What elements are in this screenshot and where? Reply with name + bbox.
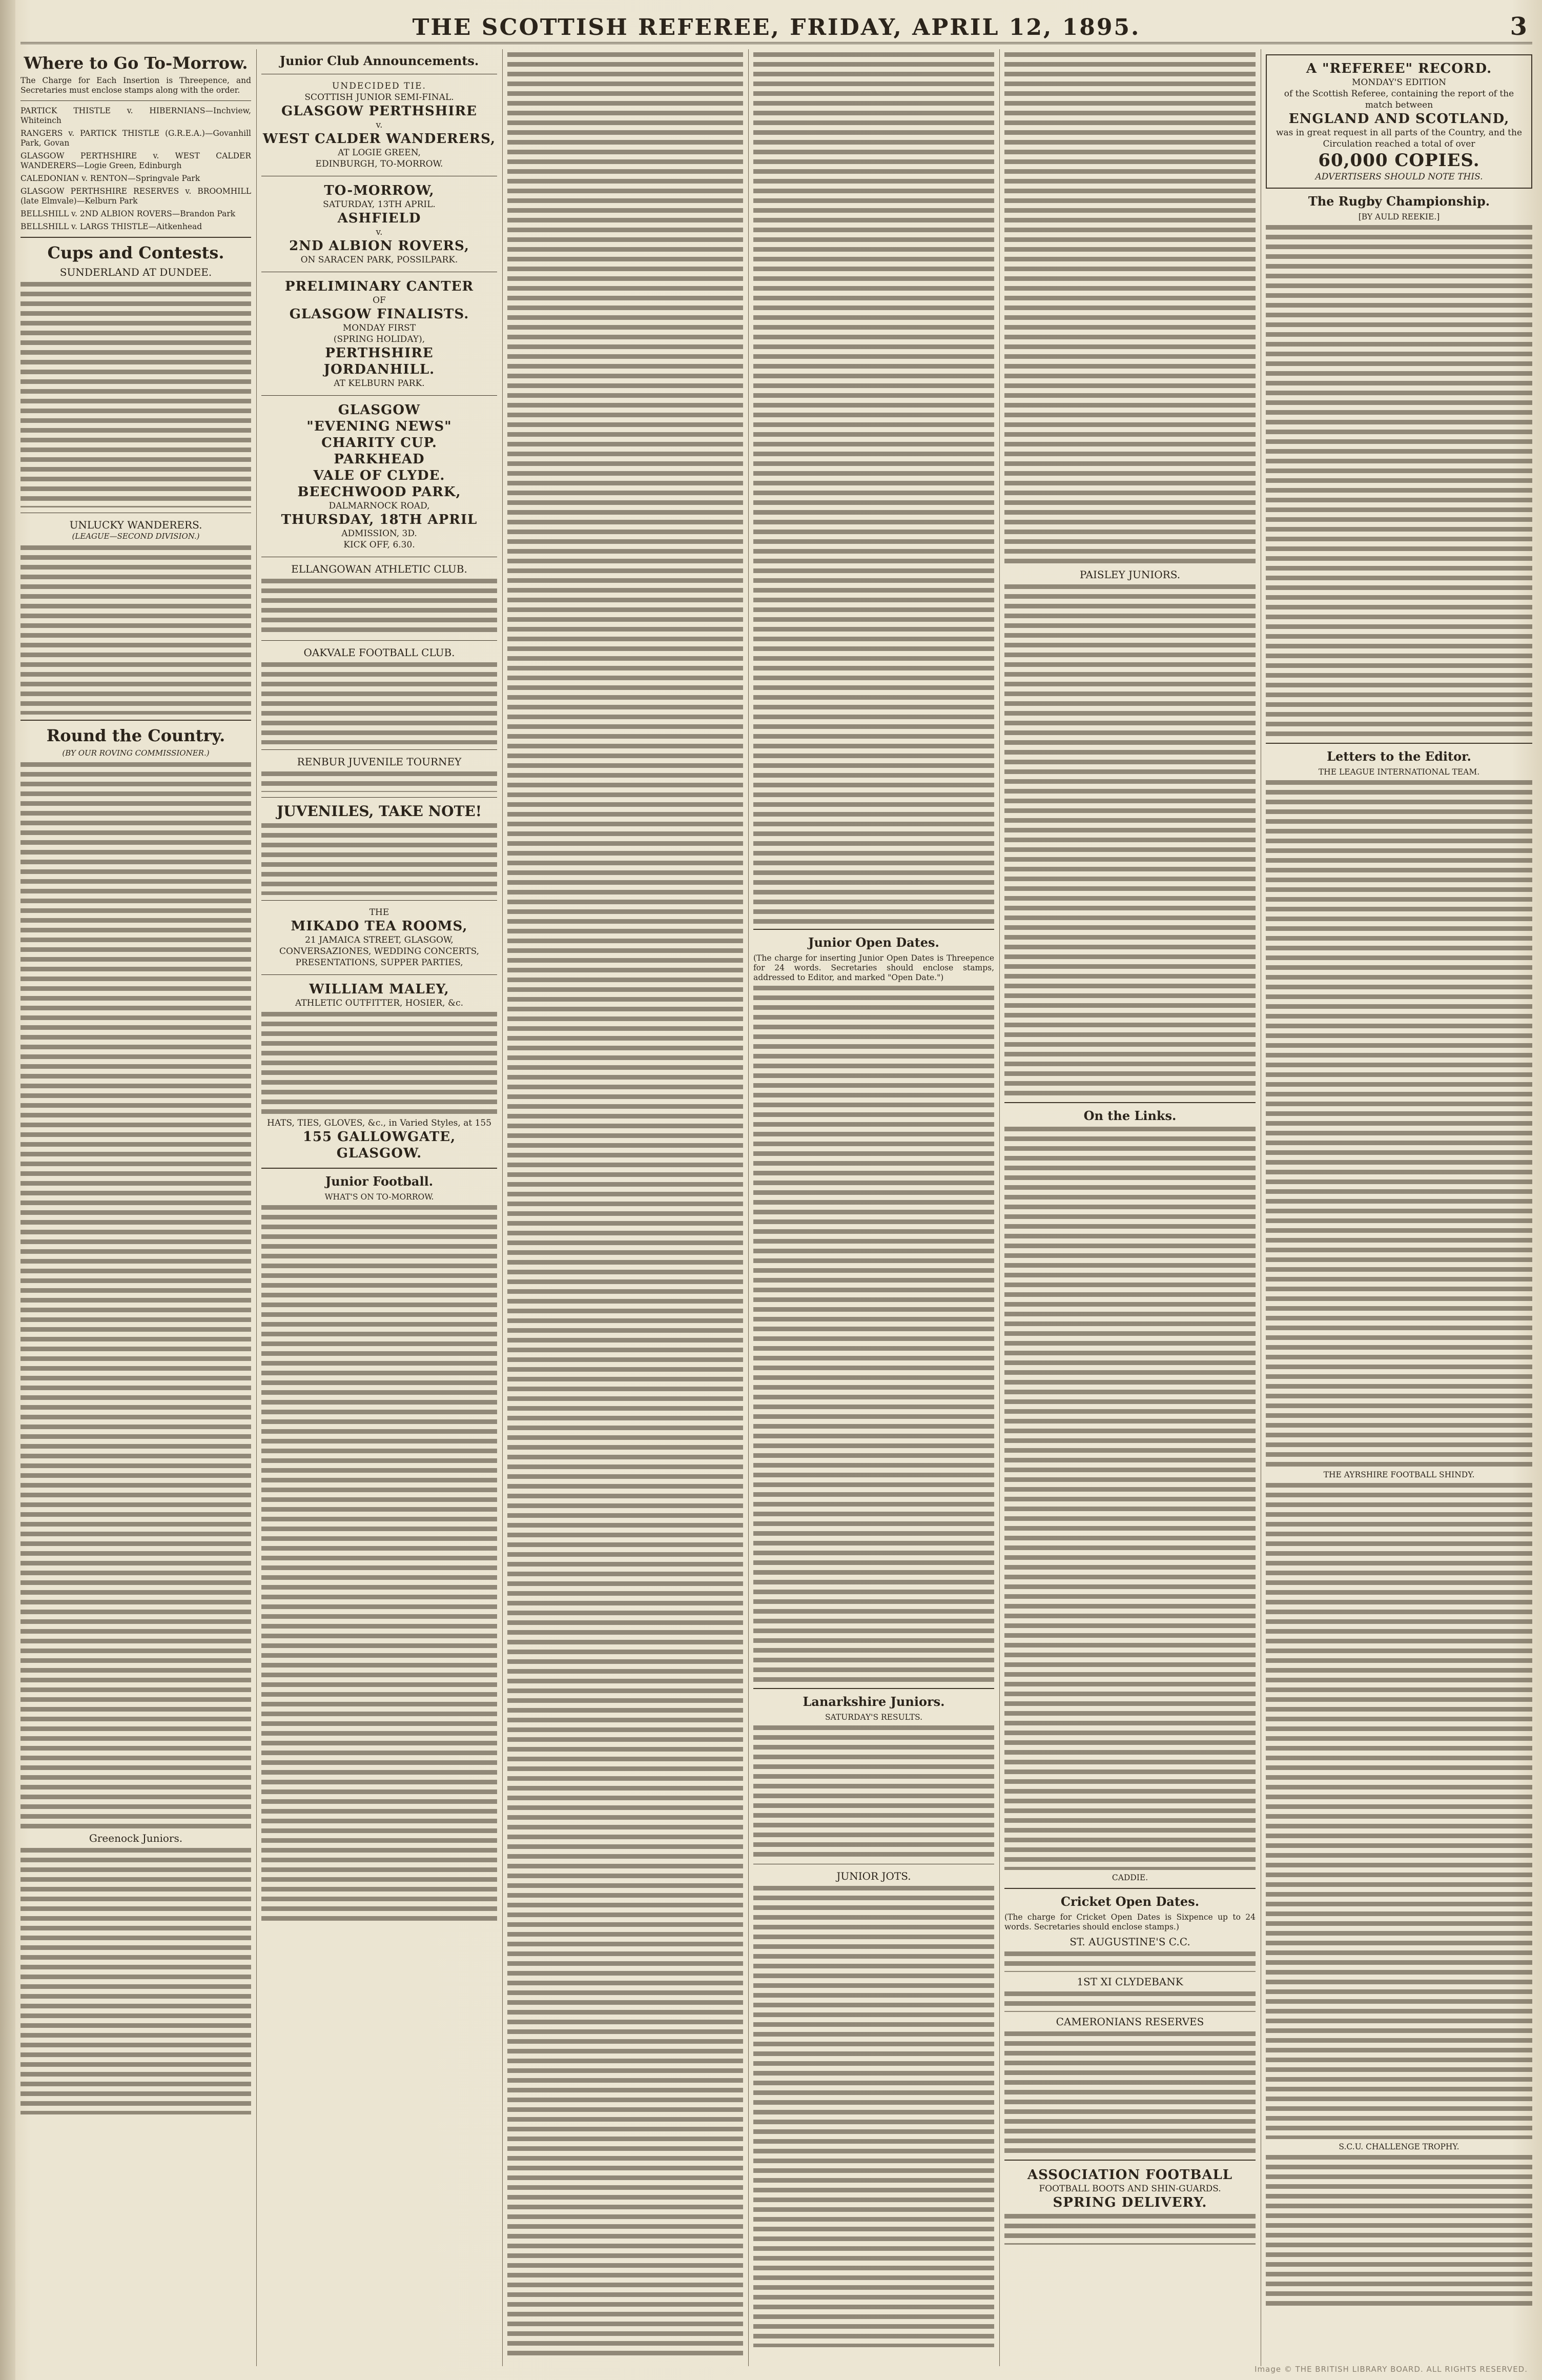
advert-association-football — [1004, 2167, 1256, 2245]
ad-line: GLASGOW — [338, 402, 421, 418]
subheading-league-team: THE LEAGUE INTERNATIONAL TEAM. — [1318, 767, 1480, 777]
ad-line: ON SARACEN PARK, POSSILPARK. — [300, 255, 458, 265]
subheading-sunderland: SUNDERLAND AT DUNDEE. — [59, 266, 212, 278]
where-to-go-intro: The Charge for Each Insertion is Threepence, and Secretaries must enclose stamps along with the order. — [20, 76, 251, 95]
ad-line: v. — [376, 120, 383, 130]
ad-line: ASHFIELD — [337, 211, 421, 226]
ad-line: MIKADO TEA ROOMS, — [291, 919, 468, 934]
ad-line: was in great request in all parts of the Country, and the Circulation reached a total of over — [1276, 128, 1523, 149]
advert-referee-record — [1266, 54, 1532, 189]
subheading-league-division: (LEAGUE—SECOND DIVISION.) — [72, 532, 200, 541]
advert-semi-final — [261, 80, 497, 170]
subheading-saturdays-results: SATURDAY'S RESULTS. — [825, 1713, 923, 1722]
heading-cups-contests: Cups and Contests. — [47, 243, 224, 262]
letter-body-text — [1266, 780, 1532, 1467]
fixture-item: BELLSHILL v. 2ND ALBION ROVERS—Brandon Park — [20, 209, 236, 218]
page-number: 3 — [1510, 12, 1527, 41]
article-body-text — [20, 762, 251, 1828]
advert-evening-news-cup — [261, 402, 497, 551]
ad-line: KICK OFF, 6.30. — [343, 540, 415, 550]
open-dates-listing — [753, 986, 994, 1683]
open-dates-note: (The charge for inserting Junior Open Dates is Threepence for 24 words. Secretaries should enclose stamps, addressed to Editor, and marked "Open Date.") — [753, 953, 994, 982]
heading-rugby-championship: The Rugby Championship. — [1308, 194, 1490, 209]
fixture-item: BELLSHILL v. LARGS THISTLE—Aitkenhead — [20, 222, 202, 231]
article-body-text — [20, 1848, 251, 2114]
ad-line: UNDECIDED TIE. — [332, 81, 426, 91]
ad-line: PARKHEAD — [334, 452, 425, 467]
heading-junior-club-announcements: Junior Club Announcements. — [279, 53, 479, 68]
ad-line: ENGLAND AND SCOTLAND, — [1288, 111, 1510, 127]
ad-body-text — [261, 1012, 497, 1114]
ad-line: THURSDAY, 18TH APRIL — [281, 512, 478, 527]
ad-body-text — [261, 823, 497, 895]
subheading-paisley-juniors: PAISLEY JUNIORS. — [1079, 568, 1181, 581]
heading-where-to-go: Where to Go To-Morrow. — [24, 53, 248, 73]
masthead — [20, 9, 1532, 44]
column-5 — [1004, 49, 1256, 2366]
cricket-club: CAMERONIANS RESERVES — [1056, 2016, 1204, 2028]
ad-line: THE — [369, 907, 389, 918]
ad-body-text — [261, 579, 497, 635]
subheading-unlucky-wanderers: UNLUCKY WANDERERS. — [69, 519, 202, 531]
ad-line: JORDANHILL. — [323, 362, 435, 377]
article-body-text — [1004, 52, 1256, 565]
article-body-text — [1004, 1127, 1256, 1870]
ad-line: WEST CALDER WANDERERS, — [262, 131, 496, 147]
ad-line: WILLIAM MALEY, — [309, 982, 449, 997]
article-body-text — [753, 1886, 994, 2347]
ad-line: (SPRING HOLIDAY), — [333, 334, 425, 344]
ad-line: 155 GALLOWGATE, GLASGOW. — [302, 1129, 456, 1161]
page-binding-edge — [0, 0, 15, 2380]
ad-line: GLASGOW FINALISTS. — [289, 307, 469, 322]
ad-line: OF — [373, 295, 386, 306]
ad-line: CONVERSAZIONES, WEDDING CONCERTS, — [279, 946, 480, 957]
cricket-listing — [1004, 1991, 1256, 2012]
article-body-text — [753, 52, 994, 924]
article-body-text — [261, 1205, 497, 1923]
heading-letters: Letters to the Editor. — [1327, 749, 1471, 764]
heading-junior-football: Junior Football. — [325, 1174, 434, 1189]
ad-line: MONDAY'S EDITION — [1351, 77, 1446, 88]
ad-line: v. — [376, 227, 383, 237]
fixture-item: GLASGOW PERTHSHIRE RESERVES v. BROOMHILL (late Elmvale)—Kelburn Park — [20, 187, 251, 206]
fixture-item: GLASGOW PERTHSHIRE v. WEST CALDER WANDERERS—Logie Green, Edinburgh — [20, 151, 251, 170]
byline-auld-reekie: [BY AULD REEKIE.] — [1358, 212, 1440, 221]
ad-line: ADMISSION, 3D. — [341, 528, 417, 539]
ad-line: PRESENTATIONS, SUPPER PARTIES, — [295, 958, 463, 968]
fixture-item: CALEDONIAN v. RENTON—Springvale Park — [20, 174, 200, 183]
heading-cricket-open-dates: Cricket Open Dates. — [1060, 1894, 1200, 1909]
ad-line: of the Scottish Referee, containing the report of the match between — [1284, 89, 1514, 110]
column-1 — [20, 49, 251, 2366]
ad-ellangowan: ELLANGOWAN ATHLETIC CLUB. — [291, 563, 467, 575]
letter-body-text — [1266, 2155, 1532, 2309]
ad-line: 60,000 COPIES. — [1318, 150, 1480, 171]
ad-juveniles: JUVENILES, TAKE NOTE! — [276, 803, 482, 820]
heading-round-the-country: Round the Country. — [46, 726, 225, 745]
column-2 — [261, 49, 497, 2366]
ad-line: HATS, TIES, GLOVES, &c., in Varied Styles, at 155 — [266, 1118, 492, 1128]
heading-junior-open-dates: Junior Open Dates. — [808, 935, 939, 950]
cricket-listing — [1004, 1951, 1256, 1972]
column-6 — [1266, 49, 1532, 2366]
ad-line: DALMARNOCK ROAD, — [328, 501, 430, 511]
ad-line: TO-MORROW, — [324, 183, 435, 198]
article-body-text — [1004, 2031, 1256, 2154]
ad-line: 21 JAMAICA STREET, GLASGOW, — [305, 935, 454, 945]
byline-roving-commissioner: (BY OUR ROVING COMMISSIONER.) — [62, 748, 210, 758]
ad-line: "EVENING NEWS" — [306, 419, 452, 434]
ad-line: MONDAY FIRST — [342, 323, 416, 333]
cricket-note: (The charge for Cricket Open Dates is Sixpence up to 24 words. Secretaries should enclose stamps.) — [1004, 1913, 1256, 1931]
ad-body-text — [261, 771, 497, 792]
ad-line: VALE OF CLYDE. — [313, 468, 445, 483]
subheading-whats-on: WHAT'S ON TO-MORROW. — [324, 1192, 434, 1202]
copyright-notice: Image © THE BRITISH LIBRARY BOARD. ALL RIGHTS RESERVED. — [1255, 2365, 1528, 2374]
advert-ashfield — [261, 182, 497, 266]
subheading-ayrshire-shindy: THE AYRSHIRE FOOTBALL SHINDY. — [1323, 1470, 1475, 1479]
ad-body-text — [261, 662, 497, 744]
subheading-scu-trophy: S.C.U. CHALLENGE TROPHY. — [1339, 2142, 1459, 2151]
article-body-text — [20, 545, 251, 715]
ad-line: SCOTTISH JUNIOR SEMI-FINAL. — [304, 92, 454, 103]
ad-line: PERTHSHIRE — [325, 345, 434, 361]
ad-line: EDINBURGH, TO-MORROW. — [315, 159, 443, 169]
ad-line: SATURDAY, 13TH APRIL. — [323, 199, 436, 210]
ad-line: A "REFEREE" RECORD. — [1306, 61, 1492, 76]
heading-lanarkshire-juniors: Lanarkshire Juniors. — [803, 1694, 945, 1709]
signature: CADDIE. — [1112, 1873, 1148, 1882]
article-body-text — [1266, 225, 1532, 738]
fixture-item: RANGERS v. PARTICK THISTLE (G.R.E.A.)—Govanhill Park, Govan — [20, 129, 251, 148]
cricket-club: ST. AUGUSTINE'S C.C. — [1070, 1936, 1190, 1948]
ad-line: ASSOCIATION FOOTBALL — [1027, 2167, 1233, 2183]
fixture-listings-text — [507, 52, 743, 2359]
results-table — [753, 1725, 994, 1859]
letter-body-text — [1266, 1483, 1532, 2139]
ad-line: GLASGOW PERTHSHIRE — [281, 104, 477, 119]
ad-line: SPRING DELIVERY. — [1053, 2195, 1207, 2210]
advert-maley — [261, 981, 497, 1162]
column-3 — [507, 49, 743, 2366]
ad-line: BEECHWOOD PARK, — [297, 484, 461, 500]
ad-oakvale: OAKVALE FOOTBALL CLUB. — [303, 646, 455, 659]
article-body-text — [20, 282, 251, 507]
column-4 — [753, 49, 994, 2366]
article-body-text — [1004, 584, 1256, 1097]
subheading-junior-jots: JUNIOR JOTS. — [836, 1870, 911, 1882]
ad-body-text — [1004, 2214, 1256, 2245]
advert-preliminary-canter — [261, 278, 497, 389]
page-title: THE SCOTTISH REFEREE, FRIDAY, APRIL 12, 1895. — [412, 14, 1141, 40]
ad-line: ADVERTISERS SHOULD NOTE THIS. — [1315, 172, 1483, 182]
cricket-club: 1ST XI CLYDEBANK — [1077, 1976, 1183, 1988]
subheading-greenock-juniors: Greenock Juniors. — [89, 1832, 183, 1844]
ad-line: FOOTBALL BOOTS AND SHIN-GUARDS. — [1039, 2184, 1221, 2194]
advert-mikado — [261, 907, 497, 968]
ad-renbur: RENBUR JUVENILE TOURNEY — [297, 756, 462, 768]
ad-line: AT LOGIE GREEN, — [338, 148, 421, 158]
ad-line: CHARITY CUP. — [321, 435, 437, 451]
fixture-item: PARTICK THISTLE v. HIBERNIANS—Inchview, Whiteinch — [20, 106, 251, 125]
heading-on-the-links: On the Links. — [1083, 1108, 1177, 1123]
ad-line: AT KELBURN PARK. — [334, 378, 425, 389]
ad-line: 2ND ALBION ROVERS, — [289, 238, 469, 254]
ad-line: ATHLETIC OUTFITTER, HOSIER, &c. — [295, 998, 463, 1008]
ad-line: PRELIMINARY CANTER — [284, 279, 474, 294]
